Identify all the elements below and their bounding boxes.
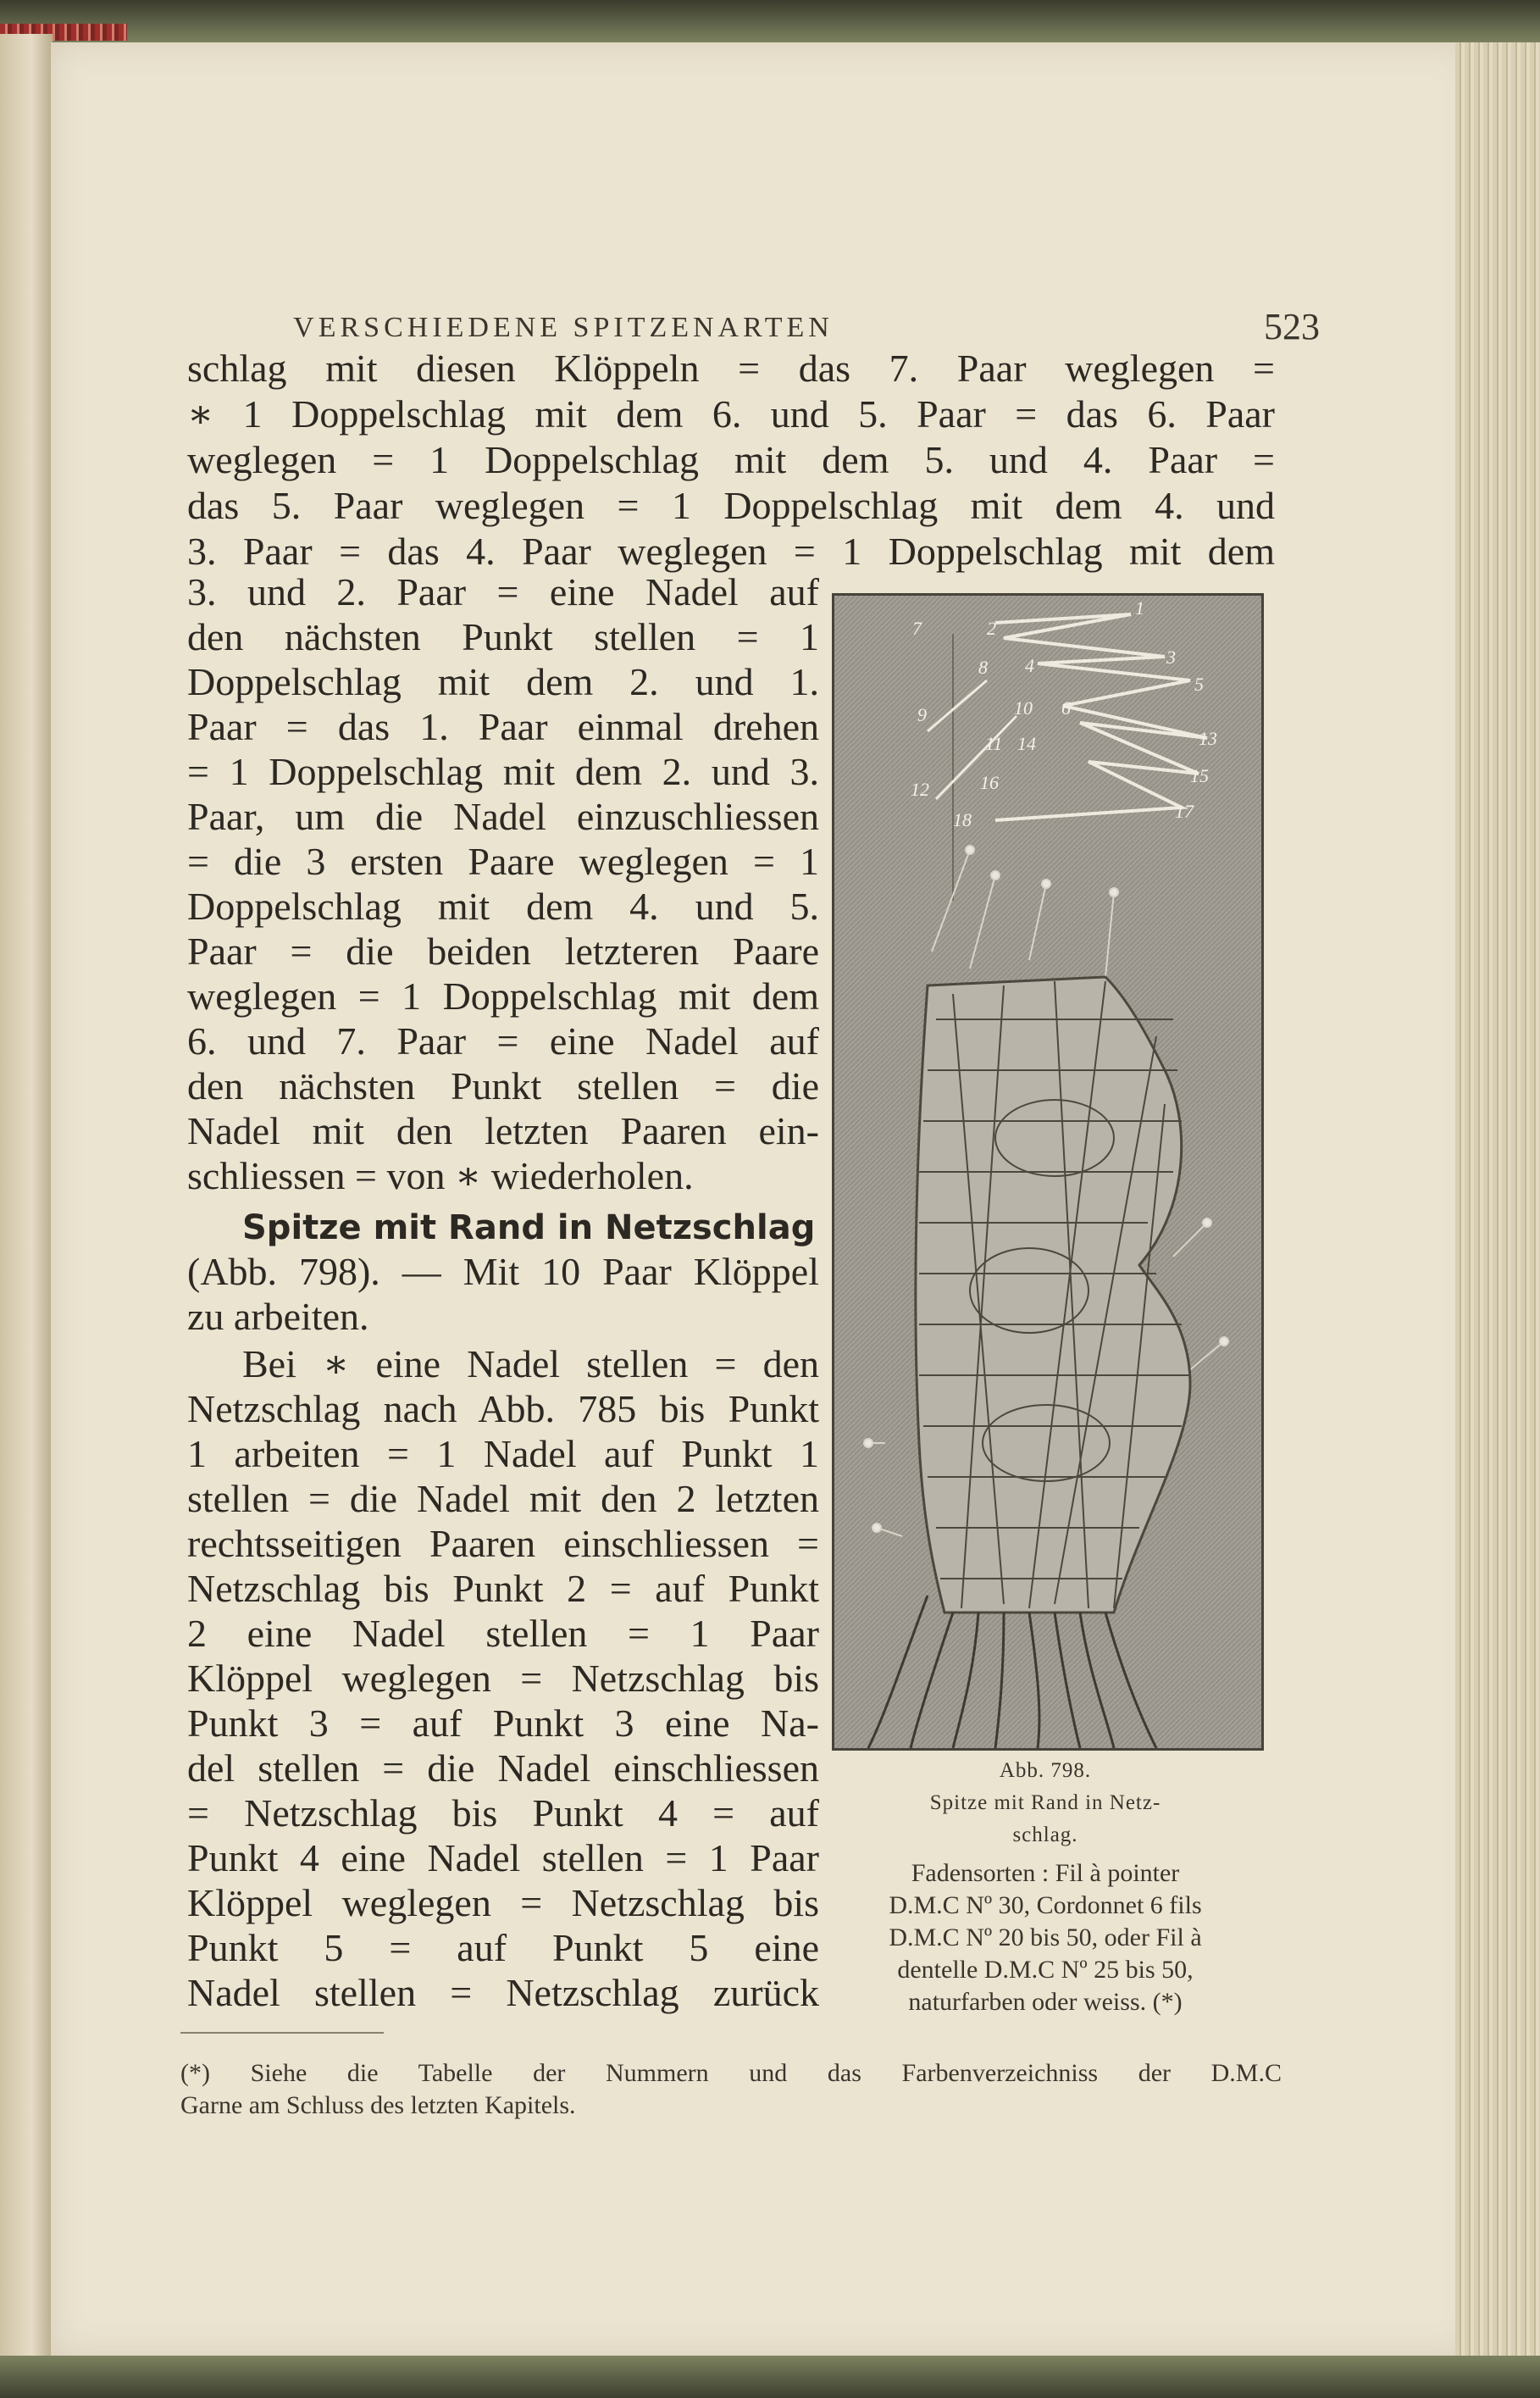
thread-info: D.M.C Nº 20 bis 50, oder Fil à — [889, 1923, 1202, 1951]
point-label: 16 — [980, 772, 999, 793]
footnote-rule — [180, 2032, 384, 2034]
text-line: 3. Paar = das 4. Paar weglegen = 1 Doppelschlag mit dem — [187, 530, 1275, 573]
text-line: schlag mit diesen Klöppeln = das 7. Paar weglegen = — [187, 347, 1275, 390]
running-title: VERSCHIEDENE SPITZENARTEN — [293, 312, 834, 343]
text-line: = 1 Doppelschlag mit dem 2. und 3. — [187, 750, 819, 793]
figure-title: schlag. — [1012, 1823, 1078, 1846]
thread-info: D.M.C Nº 30, Cordonnet 6 fils — [889, 1891, 1202, 1919]
text-line: weglegen = 1 Doppelschlag mit dem — [187, 974, 819, 1018]
text-line: Doppelschlag mit dem 2. und 1. — [187, 660, 819, 703]
point-label: 18 — [953, 809, 972, 830]
point-label: 14 — [1017, 733, 1036, 754]
left-page-edge — [0, 34, 53, 2364]
text-line: Punkt 3 = auf Punkt 3 eine Na- — [187, 1701, 819, 1745]
point-label: 15 — [1190, 765, 1209, 786]
text-line: Doppelschlag mit dem 4. und 5. — [187, 885, 819, 928]
figure-title: Spitze mit Rand in Netz- — [929, 1791, 1161, 1814]
page-number: 523 — [1264, 306, 1320, 347]
text-line: zu arbeiten. — [187, 1295, 369, 1338]
text-line: Klöppel weglegen = Netzschlag bis — [187, 1881, 819, 1924]
section-heading: Spitze mit Rand in Netzschlag — [242, 1208, 816, 1247]
point-label: 8 — [978, 657, 988, 678]
text-line: weglegen = 1 Doppelschlag mit dem 5. und 4. Paar = — [187, 438, 1275, 481]
text-line: 2 eine Nadel stellen = 1 Paar — [187, 1612, 819, 1655]
text-line: den nächsten Punkt stellen = 1 — [187, 615, 819, 658]
text-line: Nadel mit den letzten Paaren ein- — [187, 1109, 819, 1152]
text-line: del stellen = die Nadel einschliessen — [187, 1746, 819, 1790]
thread-info: naturfarben oder weiss. (*) — [908, 1988, 1183, 2016]
figure-number: Abb. 798. — [999, 1759, 1092, 1782]
point-label: 12 — [911, 779, 929, 800]
text-line: Nadel stellen = Netzschlag zurück — [187, 1971, 819, 2014]
thread-info: dentelle D.M.C Nº 25 bis 50, — [897, 1956, 1194, 1984]
point-label: 4 — [1025, 655, 1034, 676]
text-line: Klöppel weglegen = Netzschlag bis — [187, 1657, 819, 1700]
text-line: Paar, um die Nadel einzuschliessen — [187, 795, 819, 838]
book-cover-top — [0, 0, 1540, 44]
text-line: Paar = die beiden letzteren Paare — [187, 930, 819, 973]
text-line: 1 arbeiten = 1 Nadel auf Punkt 1 — [187, 1432, 819, 1475]
point-label: 9 — [917, 704, 927, 725]
thread-info: Fadensorten : Fil à pointer — [911, 1859, 1180, 1887]
lace-drawing — [834, 596, 1261, 1748]
text-line: Netzschlag nach Abb. 785 bis Punkt — [187, 1387, 819, 1430]
page-stack-edges — [1455, 42, 1540, 2356]
footnote-line: (*) Siehe die Tabelle der Nummern und das Farbenverzeichniss der D.M.C — [180, 2059, 1282, 2087]
point-label: 6 — [1061, 697, 1071, 719]
text-line: schliessen = von ∗ wiederholen. — [187, 1154, 694, 1197]
point-label: 13 — [1199, 728, 1217, 749]
point-label: 5 — [1194, 674, 1204, 695]
text-line: Bei ∗ eine Nadel stellen = den — [242, 1342, 819, 1385]
point-label: 17 — [1175, 801, 1194, 822]
point-label: 10 — [1014, 697, 1033, 719]
text-line: 3. und 2. Paar = eine Nadel auf — [187, 570, 819, 613]
text-line: das 5. Paar weglegen = 1 Doppelschlag mit dem 4. und — [187, 484, 1275, 527]
text-line: Punkt 5 = auf Punkt 5 eine — [187, 1926, 819, 1969]
point-label: 2 — [987, 618, 996, 639]
text-line: ∗ 1 Doppelschlag mit dem 6. und 5. Paar = das 6. Paar — [187, 392, 1275, 436]
text-line: Netzschlag bis Punkt 2 = auf Punkt — [187, 1567, 819, 1610]
point-label: 3 — [1166, 647, 1176, 668]
text-line: rechtsseitigen Paaren einschliessen = — [187, 1522, 819, 1565]
text-line: = die 3 ersten Paare weglegen = 1 — [187, 840, 819, 883]
text-line: Punkt 4 eine Nadel stellen = 1 Paar — [187, 1836, 819, 1879]
text-line: 6. und 7. Paar = eine Nadel auf — [187, 1019, 819, 1063]
point-label: 7 — [912, 618, 922, 639]
text-line: stellen = die Nadel mit den 2 letzten — [187, 1477, 819, 1520]
lace-illustration — [832, 593, 1264, 1751]
text-line: Paar = das 1. Paar einmal drehen — [187, 705, 819, 748]
book-cover-bottom — [0, 2356, 1540, 2398]
point-label: 11 — [985, 733, 1003, 754]
point-label: 1 — [1135, 597, 1144, 619]
text-line: den nächsten Punkt stellen = die — [187, 1064, 819, 1107]
text-line: = Netzschlag bis Punkt 4 = auf — [187, 1791, 819, 1835]
text-line: (Abb. 798). — Mit 10 Paar Klöppel — [187, 1250, 819, 1293]
footnote-line: Garne am Schluss des letzten Kapitels. — [180, 2091, 576, 2119]
